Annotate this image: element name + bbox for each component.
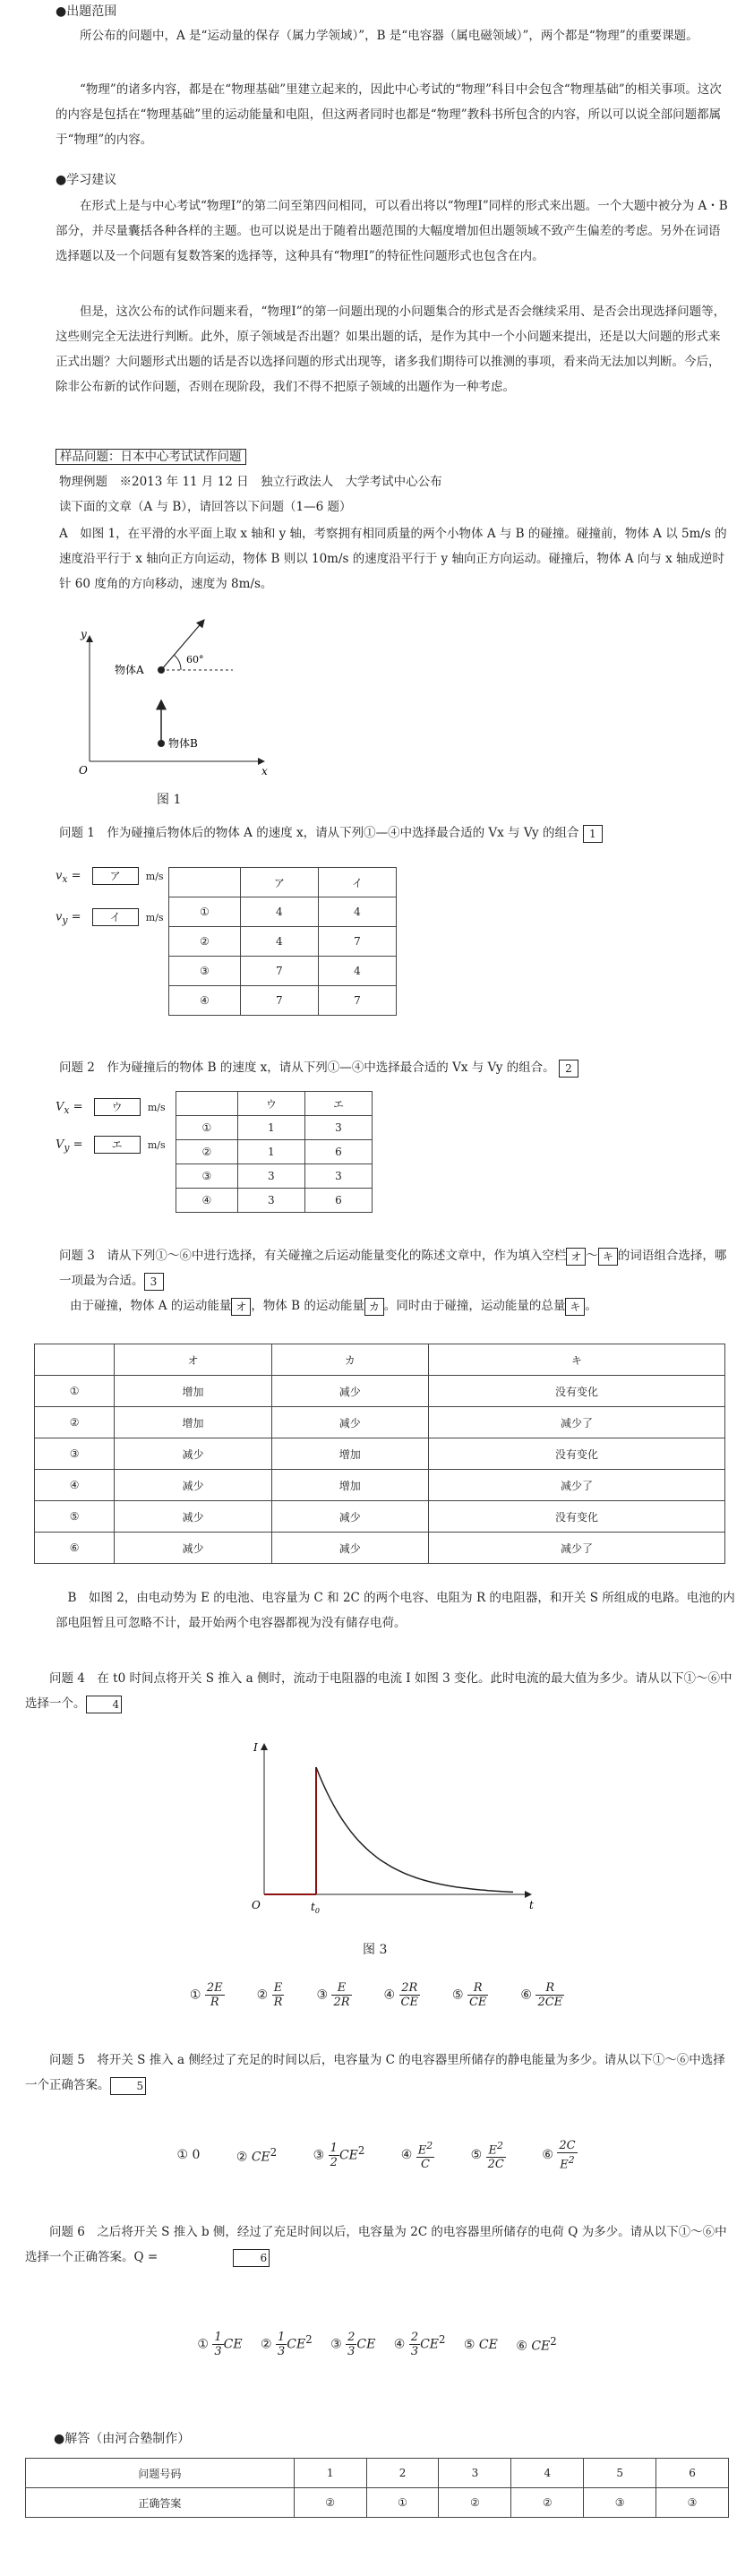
q5-option-3[interactable]	[313, 2142, 365, 2169]
fig1-angle-label: 60°	[186, 654, 204, 665]
q1-vy-line: $v_y$ = イ m/s	[56, 908, 164, 926]
q4-option-fraction	[205, 1981, 225, 2009]
q1-unit-2: m/s	[145, 911, 164, 923]
sample-instruction: 读下面的文章（A 与 B），请回答以下问题（1—6 题）	[59, 500, 352, 514]
q1-table-cell: ②	[169, 927, 241, 957]
q4-option-mark: ⑥	[520, 1988, 536, 2003]
q1-text: 问题 1 作为碰撞后物体后的物体 A 的速度 x，请从下列①—④中选择最合适的 Vx 与 Vy 的组合	[59, 826, 579, 840]
q5-option-2-exp: 2	[270, 2145, 278, 2159]
q5-text-block	[25, 2048, 736, 2098]
q1-vx-line: $v_x$ = ア m/s	[56, 867, 164, 885]
fig1-x-label: x	[261, 765, 268, 777]
q4-option-mark: ③	[316, 1988, 332, 2003]
q4-text-block	[25, 1666, 736, 1716]
q6-text: 问题 6 之后将开关 S 推入 b 侧，经过了充足时间以后，电容量为 2C 的电容器里所储存的电荷 Q 为多少。请从以下①～⑥中选择一个正确答案。Q =	[25, 2225, 727, 2264]
fig3-t0-symbol: t	[311, 1901, 315, 1913]
q4-option-numerator: E	[272, 1981, 285, 1996]
q5-options-row	[0, 2139, 754, 2171]
q4-option-denominator: 2CE	[537, 1996, 563, 2009]
q5-option-4-den: C	[421, 2158, 430, 2172]
q5-option-5-den: 2C	[487, 2158, 504, 2172]
q2-vx-symbol: V	[56, 1100, 64, 1114]
q1-table-row	[169, 986, 397, 1016]
sample-boxed-title: 样品问题：日本中心考试试作问题	[56, 449, 246, 465]
q1-answer-box: 1	[583, 825, 603, 843]
answers-cell: ③	[656, 2488, 729, 2518]
q6-option-1[interactable]	[197, 2331, 242, 2358]
q4-option-fraction	[536, 1981, 564, 2009]
q1-options-table	[168, 867, 397, 1016]
q4-option-denominator: CE	[468, 1996, 487, 2009]
fig3-caption: 图 3	[363, 1943, 388, 1957]
q2-table-cell: ③	[176, 1164, 238, 1189]
q1-table-header-row	[169, 868, 397, 897]
figure-3-chart	[246, 1733, 542, 1921]
fig3-t0-label	[311, 1901, 320, 1915]
q3-table-header-row	[35, 1344, 725, 1376]
q5-option-6[interactable]	[542, 2139, 577, 2171]
q4-option-mark: ②	[256, 1988, 272, 2003]
q6-option-3-den: 3	[347, 2345, 356, 2358]
q6-option-2-exp: 2	[305, 2332, 313, 2346]
q1-table-cell: 7	[318, 927, 396, 957]
answers-cell: 问题号码	[26, 2459, 295, 2488]
answers-cell: 2	[366, 2459, 439, 2488]
q3-table-cell: ⑤	[35, 1501, 115, 1533]
q1-table-row	[169, 927, 397, 957]
q6-option-4-exp: 2	[439, 2332, 446, 2346]
q2-box-e: エ	[94, 1136, 141, 1154]
fig1-object-a-dot	[158, 666, 165, 674]
q5-option-5-mark: ⑤	[470, 2148, 483, 2163]
q4-answer-box: 4	[86, 1696, 123, 1713]
answers-cell: ②	[511, 2488, 584, 2518]
q5-option-3-mark: ③	[313, 2148, 325, 2163]
q4-option-4[interactable]	[384, 1981, 420, 2009]
q3-table-row	[35, 1438, 725, 1470]
q5-option-4-mark: ④	[400, 2148, 413, 2163]
q4-option-3[interactable]	[316, 1981, 351, 2009]
q3-table-cell: 增加	[115, 1376, 271, 1407]
q6-option-2[interactable]	[261, 2331, 313, 2358]
q1-table-row	[169, 897, 397, 927]
answers-cell: 3	[439, 2459, 511, 2488]
q6-option-3-term: CE	[356, 2337, 376, 2352]
section-advice-paragraph-1: 在形式上是与中心考试“物理Ⅰ”的第二问至第四问相同，可以看出将以“物理Ⅰ”同样的形式来出题。一个大题中被分为 A・B 部分，并尽量囊括各种各样的主题。也可以说是出于随着出题范围的大幅度增加但出题领域不致产生偏差的考虑。另外在词语选择题以及一个问题有复数答案的选择等，这种具有“物理Ⅰ”的特征性问题形式也包含在内。	[56, 199, 728, 263]
q2-unit-1: m/s	[147, 1101, 166, 1113]
q2-options-table	[176, 1091, 373, 1213]
q3-sentence	[70, 1293, 737, 1318]
q5-option-6-frac	[557, 2139, 577, 2171]
part-b-text: B 如图 2，由电动势为 E 的电池、电容量为 C 和 2C 的两个电容、电阻为 R 的电阻器，和开关 S 所组成的电路。电池的内部电阻暂且可忽略不计，最开始两个电容器都视为没有储存电荷。	[56, 1591, 735, 1630]
q5-option-1[interactable]	[176, 2148, 200, 2162]
q3-table-cell: 减少了	[428, 1533, 724, 1564]
q3-table-row	[35, 1501, 725, 1533]
q4-option-denominator: R	[210, 1996, 219, 2009]
q5-option-4-num: E	[417, 2143, 427, 2158]
q6-answer-box: 6	[233, 2249, 270, 2267]
q6-option-3-mark: ③	[330, 2337, 342, 2352]
q1-unit-1: m/s	[145, 870, 164, 882]
q2-table-cell: 1	[237, 1116, 304, 1140]
q6-option-2-mark: ②	[261, 2337, 272, 2352]
q1-table-row	[169, 957, 397, 986]
q2-table-cell: 3	[304, 1164, 372, 1189]
q5-option-2-mark: ②	[236, 2150, 248, 2165]
fig3-x-label: t	[529, 1899, 534, 1911]
q5-option-3-den: 2	[330, 2155, 338, 2169]
q1-vy-symbol: v	[56, 910, 63, 924]
q3-table-row	[35, 1470, 725, 1501]
q2-table-row	[176, 1116, 373, 1140]
q6-option-4-den: 3	[410, 2345, 419, 2358]
answers-cell: ②	[439, 2488, 511, 2518]
q1-table-cell: 4	[318, 957, 396, 986]
q1-vy-sub: y	[62, 914, 68, 927]
q4-option-fraction	[399, 1981, 420, 2009]
q1-table-cell: ①	[169, 897, 241, 927]
fig1-caption: 图 1	[157, 793, 182, 807]
answers-cell: 5	[584, 2459, 656, 2488]
q6-option-2-den: 3	[278, 2345, 286, 2358]
q6-option-3[interactable]	[330, 2331, 375, 2358]
q1-table-cell: ③	[169, 957, 241, 986]
q6-option-1-den: 3	[214, 2345, 222, 2358]
q3-table-cell: 没有变化	[428, 1376, 724, 1407]
answers-cell: 正确答案	[26, 2488, 295, 2518]
q1-table-header-cell: イ	[318, 868, 396, 897]
answers-cell: ②	[294, 2488, 366, 2518]
q5-answer-box: 5	[110, 2077, 147, 2095]
answers-row	[26, 2459, 729, 2488]
q3-table-cell: 没有变化	[428, 1438, 724, 1470]
q1-text-line	[59, 820, 740, 846]
q4-option-numerator: R	[536, 1981, 564, 1996]
q3-table-cell: 没有变化	[428, 1501, 724, 1533]
q3-table-cell: 减少	[271, 1533, 428, 1564]
fig1-label-object-a: 物体A	[115, 664, 144, 676]
q3-table-header-cell: オ	[115, 1344, 271, 1376]
q1-table-cell: 7	[240, 957, 318, 986]
q3-table-cell: 增加	[271, 1470, 428, 1501]
q3-table-cell: 减少	[271, 1407, 428, 1438]
q4-option-denominator: 2R	[333, 1996, 350, 2009]
q1-box-i: イ	[92, 908, 139, 926]
figure-1	[72, 618, 287, 779]
q3-options-table	[34, 1344, 725, 1564]
q5-option-2-value: CE	[251, 2150, 270, 2165]
q4-option-mark: ④	[383, 1988, 399, 2003]
q3-box-o: オ	[566, 1248, 586, 1266]
q3-table-cell: 增加	[271, 1438, 428, 1470]
answers-cell: ③	[584, 2488, 656, 2518]
answers-title: ●解答（由河合塾制作）	[54, 2432, 191, 2446]
answers-cell: 6	[656, 2459, 729, 2488]
q3-table-cell: 增加	[115, 1407, 271, 1438]
q5-option-3-term: CE	[338, 2148, 358, 2163]
q6-option-5[interactable]	[464, 2338, 498, 2352]
answers-cell: ①	[366, 2488, 439, 2518]
section-scope-paragraph-1: 所公布的问题中，A 是“运动量的保存（属力学领域）”，B 是“电容器（属电磁领域）”，两个都是“物理”的重要课题。	[80, 29, 698, 43]
q6-option-4-frac	[409, 2331, 420, 2358]
q6-option-6-exp: 2	[550, 2335, 557, 2348]
q3-tilde: ～	[586, 1249, 598, 1263]
q3-table-cell: 减少	[271, 1376, 428, 1407]
answers-cell: 4	[511, 2459, 584, 2488]
q2-table-header-cell: ウ	[237, 1092, 304, 1116]
q2-text: 问题 2 作为碰撞后的物体 B 的速度 x，请从下列①—④中选择最合适的 Vx 与 Vy 的组合。	[59, 1060, 555, 1075]
q6-option-1-num: 1	[214, 2331, 222, 2344]
q2-table-row	[176, 1164, 373, 1189]
q4-option-mark: ①	[189, 1988, 205, 2003]
q5-option-6-num: 2C	[559, 2139, 576, 2152]
q6-option-4-term: CE	[420, 2337, 440, 2352]
q1-vx-sub: x	[62, 873, 68, 886]
q2-table-cell: ②	[176, 1140, 238, 1164]
q6-option-3-frac	[346, 2331, 356, 2358]
q5-option-2[interactable]	[236, 2146, 277, 2165]
q3-sentence-a: 由于碰撞，物体 A 的运动能量	[70, 1299, 232, 1313]
q2-table-cell: 3	[237, 1189, 304, 1213]
q1-box-a: ア	[92, 867, 139, 885]
q4-option-denominator: CE	[400, 1996, 418, 2009]
q2-table-cell: ④	[176, 1189, 238, 1213]
q6-option-2-term: CE	[287, 2337, 306, 2352]
q4-option-2[interactable]	[257, 1981, 285, 2009]
q2-table-header-cell	[176, 1092, 238, 1116]
q1-table-cell: 4	[240, 897, 318, 927]
q6-option-6-mark: ⑥	[516, 2339, 527, 2354]
q1-table-cell: 4	[318, 897, 396, 927]
q5-option-5-exp: 2	[497, 2140, 503, 2151]
q2-vx-line: $V_x$ = ウ m/s	[56, 1098, 166, 1116]
part-a-text: A 如图 1，在平滑的水平面上取 x 轴和 y 轴，考察拥有相同质量的两个小物体 A 与 B 的碰撞。碰撞前，物体 A 以 5m/s 的速度沿平行于 x 轴向正方向运动，物体 B 则以 10m/s 的速度沿平行于 y 轴向正方向运动。碰撞后，物体 A 向与 x 轴成逆时针 60 度角的方向移动，速度为 8m/s。	[59, 527, 727, 591]
q3-table-cell: ②	[35, 1407, 115, 1438]
q1-table-header-cell	[169, 868, 241, 897]
q3-text-b: 的词语组合选择，哪一项最为合适。	[59, 1249, 727, 1288]
q2-table-cell: 1	[237, 1140, 304, 1164]
q4-option-numerator: 2E	[206, 1981, 223, 1995]
q6-option-1-frac	[212, 2331, 223, 2358]
q1-table-cell: 7	[240, 986, 318, 1016]
q4-option-6[interactable]	[520, 1981, 564, 2009]
q2-vy-sub: y	[64, 1142, 70, 1155]
q3-table-header-cell: カ	[271, 1344, 428, 1376]
q4-option-numerator: R	[467, 1981, 488, 1996]
q1-table-cell: ④	[169, 986, 241, 1016]
q3-sentence-box-ka: カ	[364, 1298, 384, 1316]
q5-option-4[interactable]	[401, 2139, 434, 2171]
q2-table-row	[176, 1140, 373, 1164]
q5-option-3-exp: 2	[357, 2143, 365, 2157]
q2-vy-line: $V_y$ = エ m/s	[56, 1136, 166, 1154]
q3-table-header-cell: キ	[428, 1344, 724, 1376]
q1-vx-symbol: v	[56, 869, 63, 883]
q3-table-cell: 减少	[115, 1501, 271, 1533]
q6-option-6-term: CE	[531, 2339, 551, 2354]
q6-option-1-mark: ①	[197, 2337, 209, 2352]
q4-option-fraction	[467, 1981, 488, 2009]
q4-option-numerator: 2R	[399, 1981, 420, 1996]
q4-options-row	[0, 1981, 754, 2009]
q3-table-cell: 减少	[115, 1533, 271, 1564]
section-advice-paragraph-2: 但是，这次公布的试作问题来看，“物理Ⅰ”的第一问题出现的小问题集合的形式是否会继续采用、是否会出现选择问题等，这些则完全无法进行判断。此外，原子领域是否出题？如果出题的话，是作为其中一个小问题来提出，还是以大问题的形式来正式出题？大问题形式出题的话是否以选择问题的形式出现等，诸多我们期待可以推测的事项，看来尚无法加以判断。今后，除非公布新的试作问题，否则在现阶段，我们不得不把原子领域的出题作为一种考虑。	[56, 305, 726, 394]
q6-option-5-term: CE	[478, 2337, 498, 2352]
q3-table-row	[35, 1407, 725, 1438]
fig1-angle-arc	[174, 655, 181, 670]
q5-option-1-mark: ①	[176, 2148, 188, 2163]
q3-answer-box: 3	[144, 1273, 164, 1291]
q4-option-denominator: R	[273, 1996, 283, 2009]
answers-row	[26, 2488, 729, 2518]
q4-option-mark: ⑤	[451, 1988, 467, 2003]
q3-table-cell: ⑥	[35, 1533, 115, 1564]
q4-option-numerator: E	[331, 1981, 351, 1996]
q2-table-cell: 6	[304, 1189, 372, 1213]
fig1-origin-label: O	[79, 764, 88, 777]
q6-options-row	[0, 2331, 754, 2358]
q3-sentence-box-ki: キ	[565, 1298, 585, 1316]
q5-option-5-frac	[486, 2139, 506, 2171]
q5-option-4-frac	[416, 2139, 434, 2171]
q4-option-1[interactable]	[190, 1981, 225, 2009]
q3-table-cell: 减少了	[428, 1470, 724, 1501]
section-advice-title: ●学习建议	[56, 173, 117, 187]
q3-table-cell: ③	[35, 1438, 115, 1470]
q6-option-4[interactable]	[394, 2331, 446, 2358]
fig1-label-object-b: 物体B	[168, 737, 198, 750]
q5-option-1-value: 0	[192, 2148, 201, 2163]
q4-option-fraction	[272, 1981, 285, 2009]
q3-table-cell: 减少	[115, 1438, 271, 1470]
q2-table-cell: ①	[176, 1116, 238, 1140]
q6-option-4-num: 2	[410, 2331, 419, 2344]
q2-text-line	[59, 1055, 740, 1080]
q5-option-4-exp: 2	[426, 2140, 433, 2151]
q5-option-6-den: E	[560, 2158, 569, 2172]
q4-text: 问题 4 在 t0 时间点将开关 S 推入 a 侧时，流动于电阻器的电流 I 如图 3 变化。此时电流的最大值为多少。请从以下①～⑥中选择一个。	[25, 1671, 733, 1711]
q3-sentence-box-o: オ	[231, 1298, 251, 1316]
q5-option-6-exp: 2	[568, 2154, 575, 2166]
q3-table-cell: ④	[35, 1470, 115, 1501]
q5-option-5-num: E	[488, 2143, 498, 2158]
q2-table-cell: 6	[304, 1140, 372, 1164]
fig1-y-label: y	[81, 628, 87, 640]
sample-source-line: 物理例题 ※2013 年 11 月 12 日 独立行政法人 大学考试中心公布	[59, 475, 442, 489]
q3-table-cell: 减少	[271, 1501, 428, 1533]
q6-text-block	[25, 2220, 736, 2270]
q5-option-3-num: 1	[330, 2141, 338, 2155]
q1-table-cell: 7	[318, 986, 396, 1016]
q6-option-3-num: 2	[347, 2331, 356, 2344]
q2-table-row	[176, 1189, 373, 1213]
q3-sentence-b: ，物体 B 的运动能量	[251, 1299, 364, 1313]
q3-table-cell: 减少	[115, 1470, 271, 1501]
q6-option-2-frac	[276, 2331, 287, 2358]
fig3-decay-curve	[316, 1767, 513, 1892]
q3-table-cell: 减少了	[428, 1407, 724, 1438]
q5-text: 问题 5 将开关 S 推入 a 侧经过了充足的时间以后，电容量为 C 的电容器里所储存的静电能量为多少。请从以下①～⑥中选择一个正确答案。	[25, 2053, 725, 2092]
q6-option-2-num: 1	[278, 2331, 286, 2344]
answers-table	[25, 2458, 729, 2518]
fig3-y-label: I	[253, 1741, 258, 1754]
q3-table-row	[35, 1533, 725, 1564]
q2-unit-2: m/s	[147, 1138, 166, 1151]
q2-box-u: ウ	[94, 1098, 141, 1116]
q3-sentence-d: 。	[585, 1299, 597, 1313]
q1-table-cell: 4	[240, 927, 318, 957]
fig3-t0-sub: 0	[314, 1907, 320, 1915]
q5-option-5[interactable]	[471, 2139, 506, 2171]
q3-table-header-cell	[35, 1344, 115, 1376]
q2-table-cell: 3	[304, 1116, 372, 1140]
q3-sentence-c: 。同时由于碰撞，运动能量的总量	[383, 1299, 566, 1313]
q6-option-6[interactable]	[516, 2335, 556, 2354]
q6-option-5-mark: ⑤	[463, 2337, 476, 2352]
sample-title-line	[56, 444, 736, 469]
q3-table-row	[35, 1376, 725, 1407]
q6-option-4-mark: ④	[393, 2337, 406, 2352]
section-scope-paragraph-2: “物理”的诸多内容，都是在“物理基础”里建立起来的，因此中心考试的“物理”科目中会包含“物理基础”的相关事项。这次的内容是包括在“物理基础”里的运动能量和电阻，但这两者同时也都是“物理”教科书所包含的内容，所以可以说全部问题都属于“物理”的内容。	[56, 82, 722, 147]
q5-option-6-mark: ⑥	[542, 2148, 553, 2163]
q3-text-a: 问题 3 请从下列①～⑥中进行选择，有关碰撞之后运动能量变化的陈述文章中，作为填入空栏	[59, 1249, 567, 1263]
q2-answer-box: 2	[559, 1060, 578, 1078]
q1-table-header-cell: ア	[240, 868, 318, 897]
q4-option-5[interactable]	[452, 1981, 488, 2009]
q3-table-cell: ①	[35, 1376, 115, 1407]
q5-option-3-frac	[329, 2142, 339, 2169]
q4-option-fraction	[331, 1981, 351, 2009]
q2-vy-symbol: V	[56, 1138, 64, 1152]
q6-option-1-term: CE	[223, 2337, 243, 2352]
answers-cell: 1	[294, 2459, 366, 2488]
q2-table-cell: 3	[237, 1164, 304, 1189]
q2-table-header-row	[176, 1092, 373, 1116]
q2-table-header-cell: エ	[304, 1092, 372, 1116]
q3-box-ki: キ	[598, 1248, 618, 1266]
q2-vx-sub: x	[64, 1104, 70, 1117]
section-scope-title: ●出題范围	[56, 4, 117, 19]
fig3-origin-label: O	[252, 1899, 261, 1911]
q3-text-block	[59, 1243, 735, 1293]
